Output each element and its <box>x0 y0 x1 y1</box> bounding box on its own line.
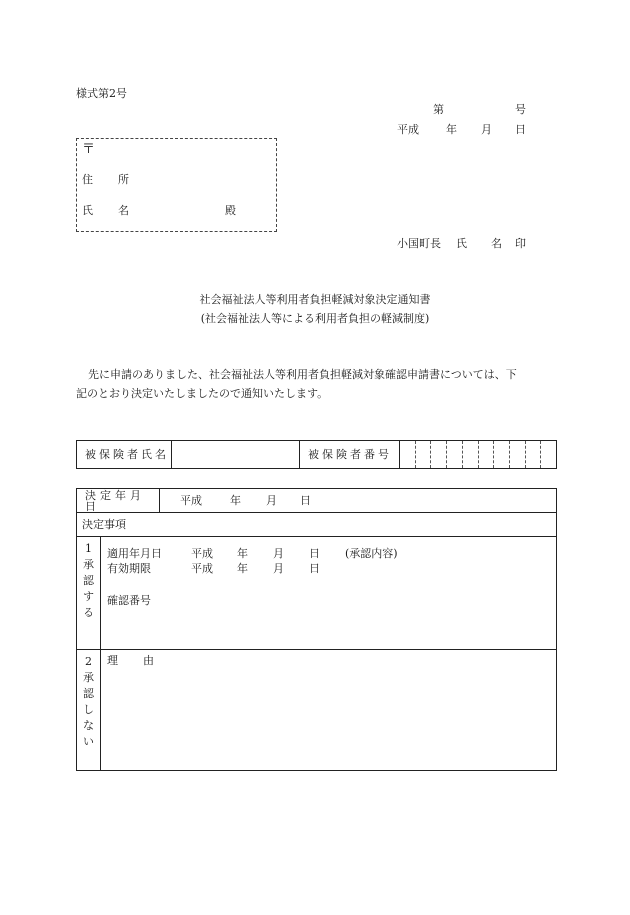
body-line-2: 記のとおり決定いたしましたので通知いたします。 <box>76 387 329 400</box>
address-label-2: 所 <box>118 173 129 186</box>
approve-content-label: (承認内容) <box>345 547 398 560</box>
insured-table <box>76 440 557 469</box>
approve-label: 1 承 認 す る <box>77 537 101 650</box>
reason-label-2: 由 <box>143 654 154 667</box>
insured-number-digit[interactable] <box>525 441 541 468</box>
doc-number-dai: 第 <box>433 103 444 116</box>
insured-number-digit[interactable] <box>540 441 556 468</box>
valid-era: 平成 <box>191 562 213 575</box>
decision-date-year: 年 <box>230 493 241 507</box>
apply-day: 日 <box>309 547 320 560</box>
decision-table <box>76 488 557 771</box>
insured-number-label: 被保険者番号 <box>300 441 400 469</box>
date-era: 平成 <box>397 123 419 136</box>
body-line-1: 先に申請のありました、社会福祉法人等利用者負担軽減対象確認申請書については、下 <box>88 368 517 381</box>
insured-number-digit[interactable] <box>493 441 509 468</box>
addressee-box <box>76 138 277 232</box>
name-label-1: 氏 <box>82 204 93 217</box>
apply-month: 月 <box>273 547 284 560</box>
date-day: 日 <box>515 123 526 136</box>
apply-year: 年 <box>237 547 248 560</box>
valid-period-label: 有効期限 <box>107 562 151 575</box>
issuer-name-2: 名 <box>491 237 502 250</box>
seal: 印 <box>515 237 526 250</box>
decision-date-month: 月 <box>266 493 277 507</box>
decision-date-day: 日 <box>300 493 311 507</box>
insured-number-digit[interactable] <box>430 441 446 468</box>
apply-era: 平成 <box>191 547 213 560</box>
insured-name-value[interactable] <box>172 441 300 469</box>
insured-number-digit[interactable] <box>446 441 462 468</box>
insured-number-digit[interactable] <box>400 441 415 468</box>
decision-matters-label: 決定事項 <box>77 513 557 537</box>
apply-date-label: 適用年月日 <box>107 547 162 560</box>
insured-number-digit[interactable] <box>462 441 478 468</box>
reject-content[interactable] <box>101 650 557 771</box>
insured-name-label: 被保険者氏名 <box>77 441 172 469</box>
approve-content[interactable] <box>101 537 557 650</box>
reject-label: 2 承 認 し な い <box>77 650 101 771</box>
document-title: 社会福祉法人等利用者負担軽減対象決定通知書 <box>199 293 431 306</box>
decision-date-era: 平成 <box>180 493 202 507</box>
postal-mark: 〒 <box>82 142 96 157</box>
insured-number-digit[interactable] <box>509 441 525 468</box>
issuer-title: 小国町長 <box>397 237 441 250</box>
valid-month: 月 <box>273 562 284 575</box>
valid-day: 日 <box>309 562 320 575</box>
valid-year: 年 <box>237 562 248 575</box>
form-number: 様式第2号 <box>76 87 127 100</box>
document-subtitle: (社会福祉法人等による利用者負担の軽減制度) <box>200 312 430 325</box>
confirm-number-label: 確認番号 <box>107 594 151 607</box>
doc-number-go: 号 <box>515 103 526 116</box>
date-year: 年 <box>446 123 457 136</box>
honorific: 殿 <box>225 204 236 217</box>
address-label-1: 住 <box>82 173 93 186</box>
decision-date-field[interactable] <box>160 489 557 513</box>
insured-number-digit[interactable] <box>415 441 431 468</box>
reason-label-1: 理 <box>107 654 118 667</box>
date-month: 月 <box>481 123 492 136</box>
issuer-name-1: 氏 <box>456 237 467 250</box>
insured-number-digit[interactable] <box>478 441 494 468</box>
decision-date-label: 決定年月日 <box>77 489 160 513</box>
insured-number-field[interactable] <box>400 441 557 469</box>
name-label-2: 名 <box>118 204 129 217</box>
